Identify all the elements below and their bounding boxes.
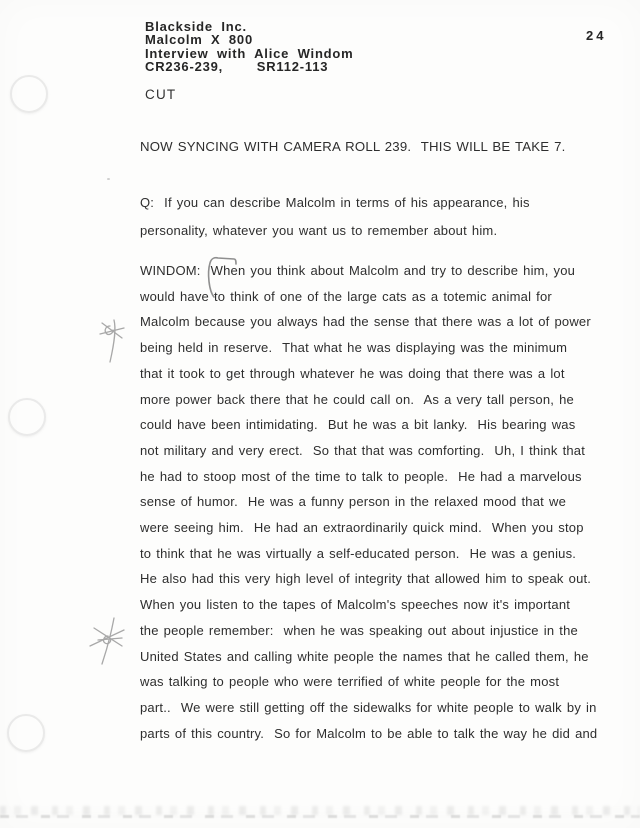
text-line: to think that he was virtually a self-educated person. He was a genius. [140,545,577,561]
handwritten-asterisk-mark [96,318,126,366]
scan-speck [107,178,110,180]
text-line: Interview with Alice Windom [145,45,354,61]
text-line: CR236-239, SR112-113 [145,59,329,75]
scan-noise [0,815,640,818]
text-line: He also had this very high level of integrity that allowed him to speak out. [140,571,592,587]
text-line: more power back there that he could call on. As a very tall person, he [140,391,574,407]
handwritten-asterisk-mark [88,616,126,666]
hole-punch-shadow [10,75,48,113]
text-line: was talking to people who were terrified of white people for the most [140,674,560,690]
hole-punch-shadow [8,398,46,436]
text-line: Q: If you can describe Malcolm in terms of his appearance, his [140,195,530,210]
text-line: United States and calling white people the names that he called them, he [140,648,589,664]
question-paragraph [140,189,530,245]
transcript-header [145,20,354,74]
scan-noise [0,806,640,815]
text-line: part.. We were still getting off the sidewalks for white people to walk by in [140,699,597,715]
text-line: Blackside Inc. [145,19,247,34]
text-line: Malcolm X 800 [145,32,253,48]
text-line: would have to think of one of the large cats as a totemic animal for [140,288,552,304]
text-line: not military and very erect. So that that was comforting. Uh, I think that [140,442,586,458]
text-line: parts of this country. So for Malcolm to be able to talk the way he did and [140,725,598,741]
page-number: 24 [586,28,607,43]
answer-paragraph [140,258,597,746]
cut-label: CUT [145,87,177,102]
text-line: the people remember: when he was speaking out about injustice in the [140,622,578,638]
handwritten-bracket-mark [203,255,241,301]
text-line: WINDOM: When you think about Malcolm and try to describe him, you [140,263,576,278]
text-line: personality, whatever you want us to remember about him. [140,223,498,238]
text-line: he had to stoop most of the time to talk to people. He had a marvelous [140,468,582,484]
text-line: When you listen to the tapes of Malcolm's speeches now it's important [140,597,571,613]
sync-note: NOW SYNCING WITH CAMERA ROLL 239. THIS WILL BE TAKE 7. [140,139,566,154]
text-line: being held in reserve. That what he was displaying was the minimum [140,340,568,356]
text-line: could have been intimidating. But he was a bit lanky. His bearing was [140,417,576,433]
text-line: were seeing him. He had an extraordinarily quick mind. When you stop [140,520,584,536]
text-line: Malcolm because you always had the sense that there was a lot of power [140,314,591,330]
hole-punch-shadow [7,714,45,752]
text-line: sense of humor. He was a funny person in the relaxed mood that we [140,494,567,510]
text-line: that it took to get through whatever he was doing that there was a lot [140,365,565,381]
